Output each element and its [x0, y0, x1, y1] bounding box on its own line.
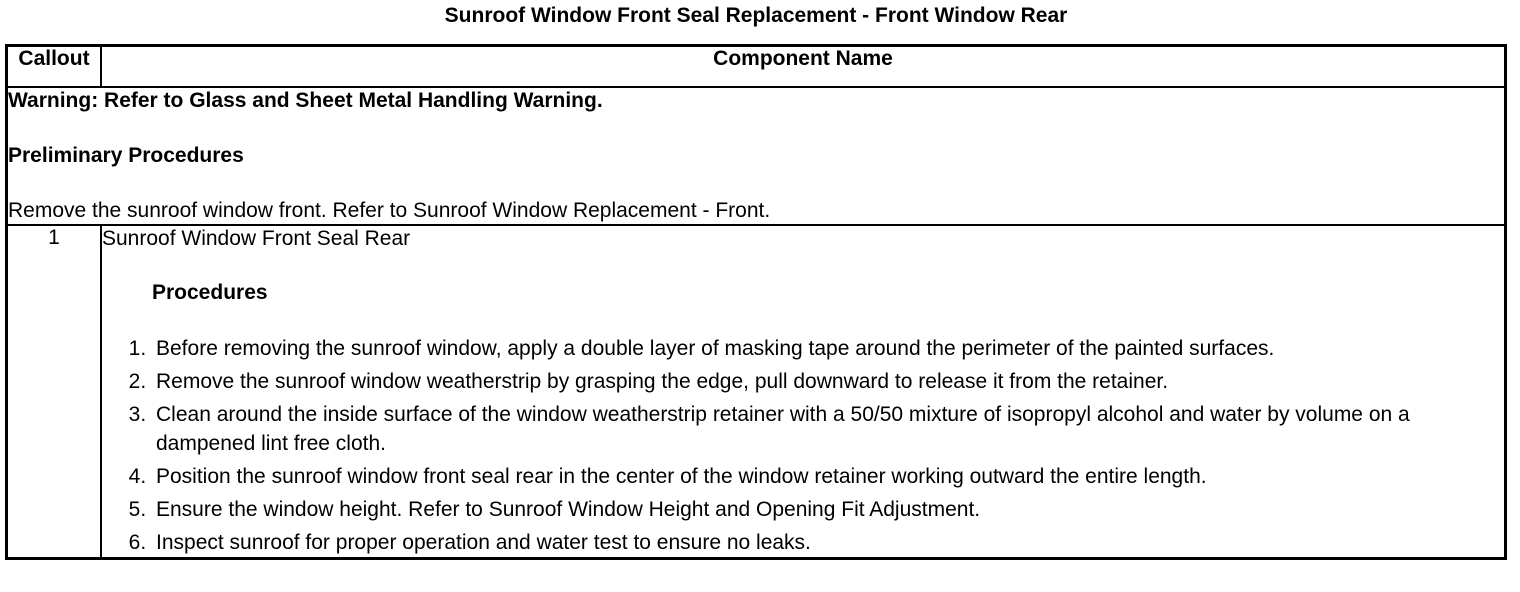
preliminary-procedures-heading: Preliminary Procedures — [8, 144, 244, 167]
procedures-heading: Procedures — [152, 281, 268, 304]
procedure-steps-list — [102, 334, 1504, 557]
procedure-step: 5. Ensure the window height. Refer to Sunroof Window Height and Opening Fit Adjustment. — [152, 495, 1504, 524]
document-title: Sunroof Window Front Seal Replacement - Front Window Rear — [444, 4, 1068, 27]
warning-text: Warning: Refer to Glass and Sheet Metal Handling Warning. — [8, 89, 603, 112]
component-name-column-header: Component Name — [101, 46, 1506, 88]
intro-cell — [7, 87, 1506, 225]
procedure-step: 3. Clean around the inside surface of the window weatherstrip retainer with a 50/50 mixture of isopropyl alcohol and water by volume on a dampened lint free cloth. — [152, 400, 1504, 458]
procedure-step: 6. Inspect sunroof for proper operation and water test to ensure no leaks. — [152, 528, 1504, 557]
callout-number: 1 — [7, 225, 102, 559]
component-name: Sunroof Window Front Seal Rear — [102, 227, 411, 250]
procedure-table — [5, 44, 1507, 560]
procedure-step: 1. Before removing the sunroof window, apply a double layer of masking tape around the perimeter of the painted surfaces. — [152, 334, 1504, 363]
intro-row — [7, 87, 1506, 225]
table-row — [7, 225, 1506, 559]
component-cell — [101, 225, 1506, 559]
procedure-step: 4. Position the sunroof window front seal rear in the center of the window retainer working outward the entire length. — [152, 462, 1504, 491]
table-header-row — [7, 46, 1506, 88]
procedure-step: 2. Remove the sunroof window weatherstrip by grasping the edge, pull downward to release it from the retainer. — [152, 367, 1504, 396]
preliminary-procedures-text: Remove the sunroof window front. Refer to Sunroof Window Replacement - Front. — [8, 199, 771, 222]
callout-column-header: Callout — [7, 46, 102, 88]
